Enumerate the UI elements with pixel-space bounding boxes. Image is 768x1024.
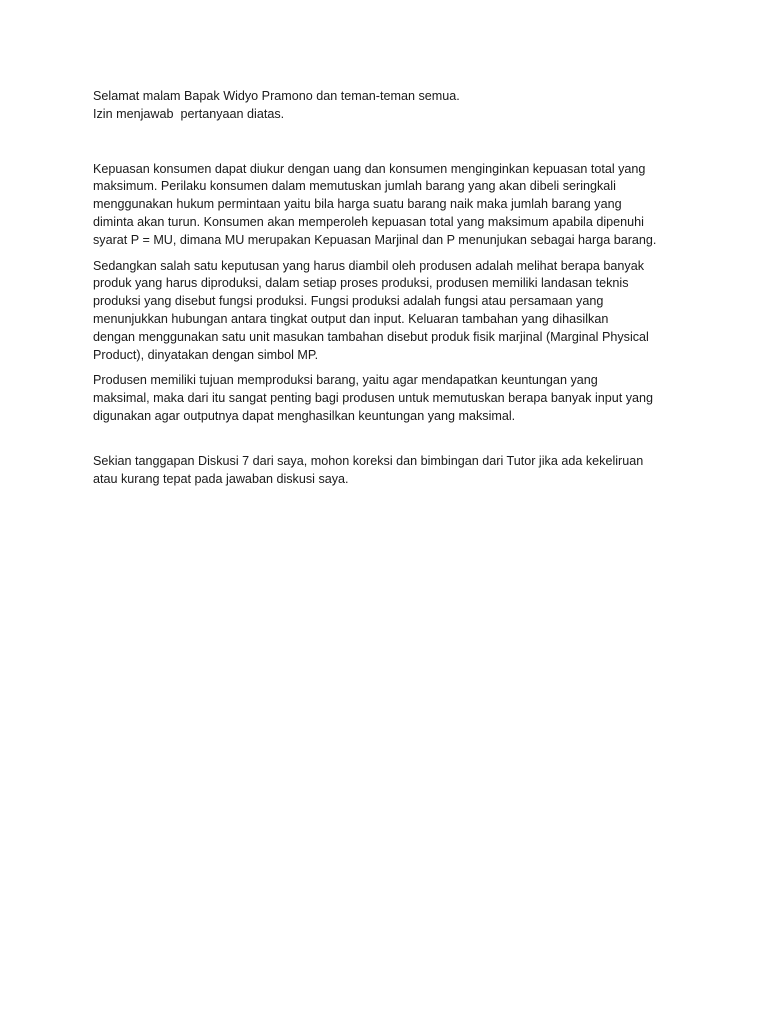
text-line: Kepuasan konsumen dapat diukur dengan uang dan konsumen menginginkan kepuasan total yang [93,161,646,176]
paragraph-production-function [93,258,683,365]
text-line: produk yang harus diproduksi, dalam setiap proses produksi, produsen memiliki landasan teknis [93,276,629,291]
text-line: menggunakan hukum permintaan yaitu bila harga suatu barang naik maka jumlah barang yang [93,197,622,212]
text-line: digunakan agar outputnya dapat menghasilkan keuntungan yang maksimal. [93,408,516,423]
text-line: Sekian tanggapan Diskusi 7 dari saya, mohon koreksi dan bimbingan dari Tutor jika ada kekeliruan [93,453,644,468]
text-line: menunjukkan hubungan antara tingkat output dan input. Keluaran tambahan yang dihasilkan [93,311,609,326]
greeting-paragraph [93,88,683,124]
text-line: dengan menggunakan satu unit masukan tambahan disebut produk fisik marjinal (Marginal Physical [93,329,649,344]
text-line: Selamat malam Bapak Widyo Pramono dan teman-teman semua. [93,89,460,103]
text-line: Product), dinyatakan dengan simbol MP. [93,347,319,362]
text-line: Produsen memiliki tujuan memproduksi barang, yaitu agar mendapatkan keuntungan yang [93,373,598,388]
text-line: maksimum. Perilaku konsumen dalam memutuskan jumlah barang yang akan dibeli seringkali [93,179,616,194]
text-line: atau kurang tepat pada jawaban diskusi saya. [93,471,349,486]
text-line: diminta akan turun. Konsumen akan memperoleh kepuasan total yang maksimum apabila dipenuhi [93,214,644,229]
text-line: produksi yang disebut fungsi produksi. Fungsi produksi adalah fungsi atau persamaan yang [93,294,604,309]
document-body [93,88,683,488]
paragraph-producer-goal [93,372,683,425]
text-line: syarat P = MU, dimana MU merupakan Kepuasan Marjinal dan P menunjukan sebagai harga barang. [93,232,657,247]
paragraph-consumer-satisfaction [93,161,683,250]
text-line: Izin menjawab pertanyaan diatas. [93,106,285,121]
text-line: maksimal, maka dari itu sangat penting bagi produsen untuk memutuskan berapa banyak input yang [93,391,654,406]
closing-paragraph [93,453,683,489]
text-line: Sedangkan salah satu keputusan yang harus diambil oleh produsen adalah melihat berapa banyak [93,258,645,273]
